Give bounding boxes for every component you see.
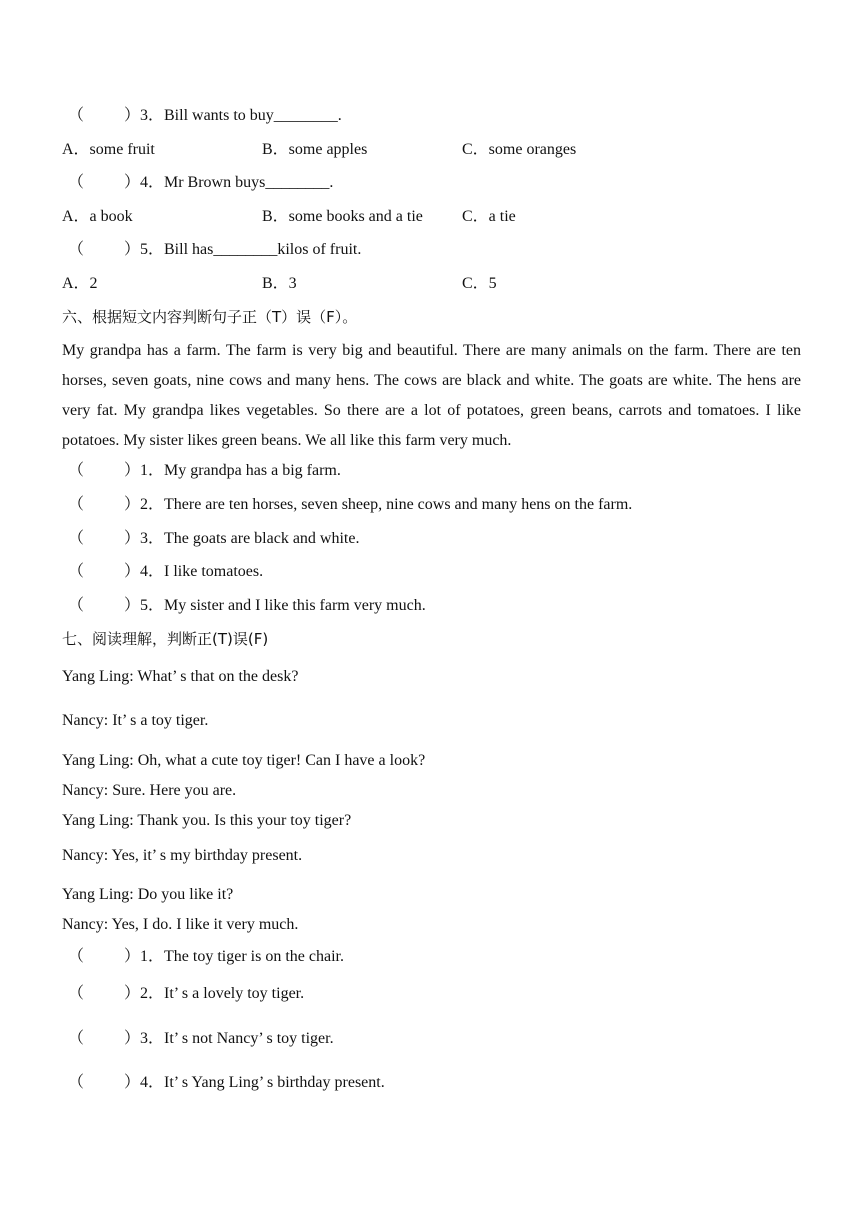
dialogue-line: Nancy: Yes, it’ s my birthday present. — [62, 847, 303, 864]
option-a: A．a book — [62, 208, 133, 225]
question-5: （ ）5．Bill has________kilos of fruit. — [68, 241, 362, 258]
section7-item-3: （ ）3．It’ s not Nancy’ s toy tiger. — [68, 1030, 334, 1047]
option-b: B．some apples — [262, 141, 368, 158]
section6-item-1: （ ）1．My grandpa has a big farm. — [68, 462, 341, 479]
option-a: A．2 — [62, 275, 98, 292]
section7-item-2: （ ）2．It’ s a lovely toy tiger. — [68, 985, 305, 1002]
option-b: B．3 — [262, 275, 297, 292]
dialogue-line: Nancy: Sure. Here you are. — [62, 782, 237, 799]
section6-item-2: （ ）2．There are ten horses, seven sheep, nine cows and many hens on the farm. — [68, 496, 633, 513]
dialogue-line: Yang Ling: Do you like it? — [62, 886, 234, 903]
dialogue-line: Yang Ling: Thank you. Is this your toy tiger? — [62, 812, 352, 829]
section6-item-5: （ ）5．My sister and I like this farm very much. — [68, 597, 426, 614]
dialogue-line: Nancy: It’ s a toy tiger. — [62, 712, 209, 729]
section7-item-4: （ ）4．It’ s Yang Ling’ s birthday present. — [68, 1074, 385, 1091]
dialogue-line: Nancy: Yes, I do. I like it very much. — [62, 916, 299, 933]
dialogue-line: Yang Ling: Oh, what a cute toy tiger! Can I have a look? — [62, 752, 426, 769]
section7-item-1: （ ）1．The toy tiger is on the chair. — [68, 948, 344, 965]
question-3: （ ）3．Bill wants to buy________. — [68, 107, 342, 124]
option-c: C．some oranges — [462, 141, 577, 158]
option-c: C．5 — [462, 275, 497, 292]
option-c: C．a tie — [462, 208, 516, 225]
option-a: A．some fruit — [62, 141, 155, 158]
dialogue-line: Yang Ling: What’ s that on the desk? — [62, 668, 299, 685]
section6-heading: 六、根据短文内容判断句子正（T）误（F）。 — [62, 308, 358, 326]
question-4: （ ）4．Mr Brown buys________. — [68, 174, 334, 191]
section6-item-4: （ ）4．I like tomatoes. — [68, 563, 264, 580]
section6-item-3: （ ）3．The goats are black and white. — [68, 530, 360, 547]
section6-passage: My grandpa has a farm. The farm is very big and beautiful. There are many animals on the farm. There are ten horses, seven goats, nine cows and many hens. The cows are black and white. The goats are white. The hens are very fat. My grandpa likes vegetables. So there are a lot of potatoes, green beans, carrots and tomatoes. I like potatoes. My sister likes green beans. We all like this farm very much. — [62, 342, 801, 449]
option-b: B．some books and a tie — [262, 208, 423, 225]
section7-heading: 七、阅读理解，判断正(T)误(F) — [62, 630, 269, 648]
